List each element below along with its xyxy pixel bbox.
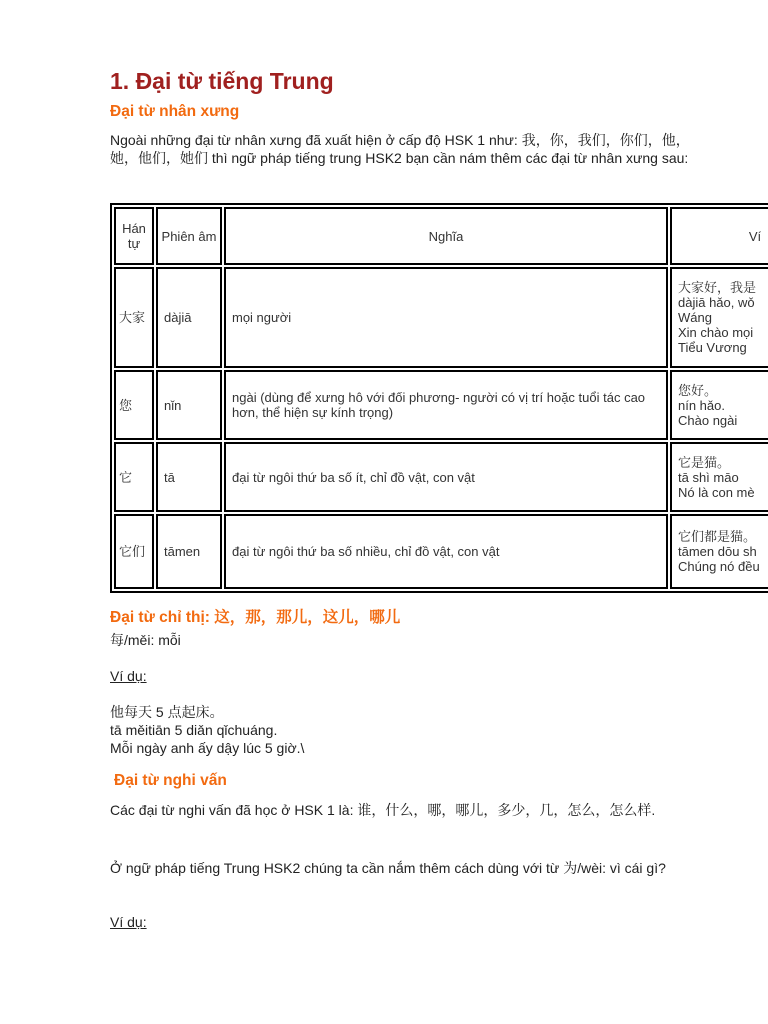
- table-row: [114, 442, 768, 512]
- cell-pinyin: tā: [156, 442, 222, 512]
- pronoun-table-container: [110, 203, 768, 601]
- example-line: tā měitiān 5 diǎn qǐchuáng.: [110, 722, 278, 738]
- cell-han: 您: [114, 370, 154, 440]
- cell-pinyin: dàjiā: [156, 267, 222, 368]
- header-han-tu: Hán tự: [114, 207, 154, 265]
- cell-pinyin: tāmen: [156, 514, 222, 589]
- example-line: dàjiā hǎo, wǒ: [678, 295, 755, 310]
- section-heading-personal-pronouns: Đại từ nhân xưng: [110, 103, 240, 120]
- table-row: [114, 514, 768, 589]
- example-line: 他每天 5 点起床。: [110, 704, 224, 720]
- example-line: Chào ngài: [678, 412, 738, 428]
- example-line: Nó là con mè: [678, 484, 755, 500]
- cell-meaning: ngài (dùng để xưng hô với đối phương- người có vị trí hoặc tuổi tác cao hơn, thể hiện sự kính trọng): [224, 370, 668, 440]
- example-line: 您好。: [678, 382, 718, 398]
- cell-example: [670, 442, 768, 512]
- personal-pronouns-intro: Ngoài những đại từ nhân xưng đã xuất hiện ở cấp độ HSK 1 như: 我，你，我们，你们，他，她，他们，她们 thì ngữ pháp tiếng trung HSK2 bạn cần nám thêm các đại từ nhân xưng sau:: [110, 132, 690, 166]
- cell-example: [670, 514, 768, 589]
- cell-pinyin: nǐn: [156, 370, 222, 440]
- table-header-row: [114, 207, 768, 265]
- example-label: Ví dụ:: [110, 914, 147, 930]
- section-heading-interrogative-pronouns: Đại từ nghi vấn: [114, 772, 227, 789]
- example-line: Tiểu Vương: [678, 340, 747, 355]
- cell-meaning: mọi người: [224, 267, 668, 368]
- demonstrative-line: 每/měi: mỗi: [110, 632, 181, 648]
- section-heading-demonstrative-pronouns: Đại từ chỉ thị: 这，那，那儿，这儿，哪儿: [110, 609, 401, 626]
- pronoun-table: [110, 203, 768, 593]
- demonstrative-example: [110, 703, 304, 757]
- example-line: Wáng: [678, 310, 712, 325]
- header-vi-du: Ví: [670, 207, 768, 265]
- header-nghia: Nghĩa: [224, 207, 668, 265]
- example-line: 大家好，我是: [678, 280, 757, 295]
- cell-meaning: đại từ ngôi thứ ba số ít, chỉ đồ vật, con vật: [224, 442, 668, 512]
- cell-han: 它: [114, 442, 154, 512]
- header-phien-am: Phiên âm: [156, 207, 222, 265]
- interrogative-para-1: Các đại từ nghi vấn đã học ở HSK 1 là: 谁，什么，哪，哪儿，多少，几，怎么，怎么样.: [110, 802, 656, 818]
- cell-han: 它们: [114, 514, 154, 589]
- cell-example: [670, 267, 768, 368]
- cell-example: [670, 370, 768, 440]
- cell-meaning: đại từ ngôi thứ ba số nhiều, chỉ đồ vật, con vật: [224, 514, 668, 589]
- example-label: Ví dụ:: [110, 668, 147, 684]
- table-row: [114, 370, 768, 440]
- example-line: nín hǎo.: [678, 397, 725, 413]
- example-line: 它是猫。: [678, 454, 731, 470]
- example-line: Chúng nó đều: [678, 559, 760, 574]
- example-line: tā shì māo: [678, 469, 739, 485]
- table-row: [114, 267, 768, 368]
- interrogative-para-2: Ở ngữ pháp tiếng Trung HSK2 chúng ta cần nắm thêm cách dùng với từ 为/wèi: vì cái gì?: [110, 860, 666, 876]
- example-line: Xin chào mọi: [678, 325, 754, 340]
- example-line: tāmen dōu sh: [678, 544, 757, 559]
- cell-han: 大家: [114, 267, 154, 368]
- example-line: Mỗi ngày anh ấy dậy lúc 5 giờ.\: [110, 740, 305, 756]
- page-title: 1. Đại từ tiếng Trung: [110, 68, 334, 94]
- example-line: 它们都是猫。: [678, 529, 757, 544]
